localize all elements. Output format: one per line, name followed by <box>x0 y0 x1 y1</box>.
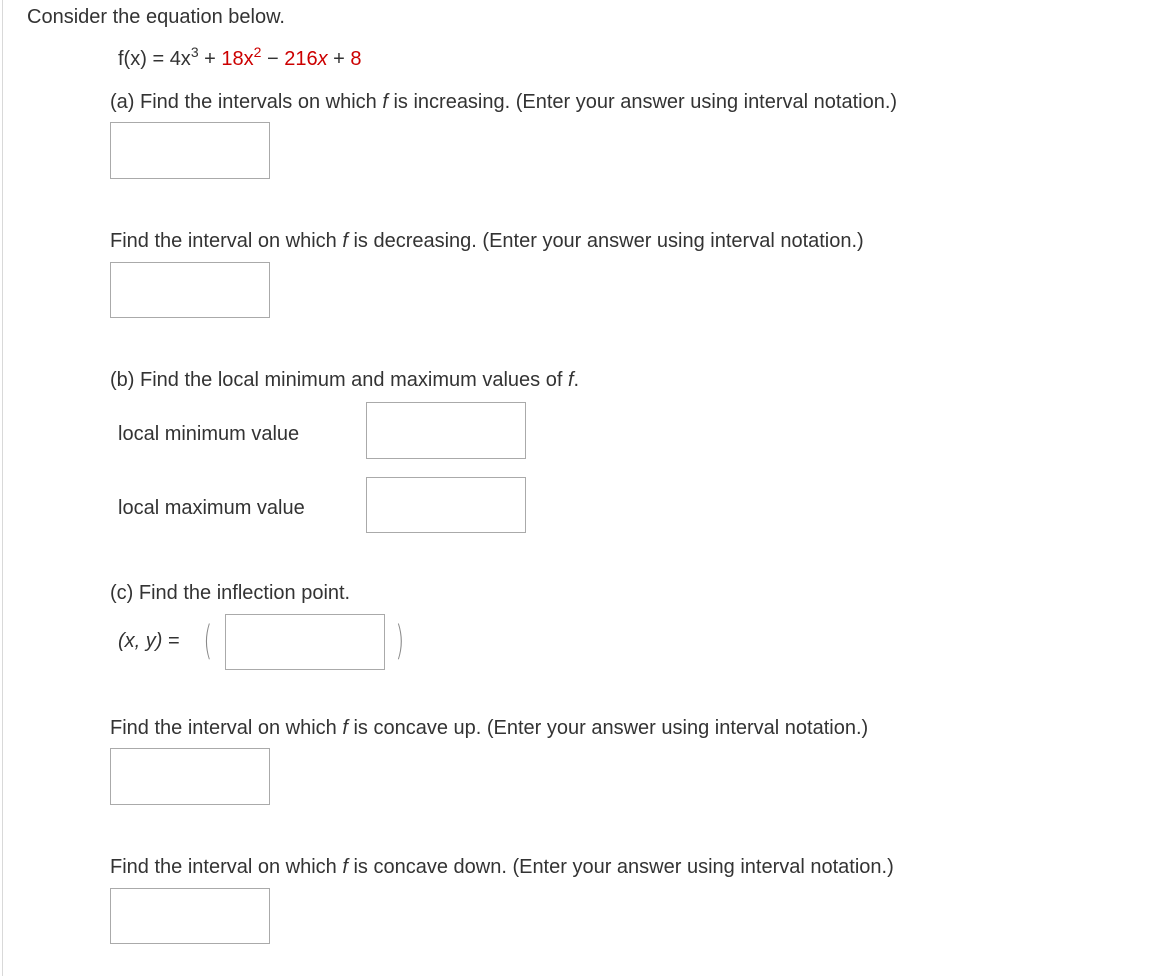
question-local-extrema <box>110 368 579 392</box>
eq-lhs: f(x) <box>118 48 147 70</box>
question-decreasing-f: f <box>342 230 348 252</box>
question-extrema-post: . <box>573 369 580 391</box>
question-decreasing-post: is decreasing. (Enter your answer using interval notation.) <box>347 230 864 252</box>
concave-up-input[interactable] <box>110 748 270 805</box>
question-extrema-f: f <box>567 369 574 391</box>
eq-term3-num: 216 <box>284 48 318 70</box>
xy-label <box>118 629 180 653</box>
question-increasing-pre: (a) Find the intervals on which <box>110 91 383 113</box>
local-min-input[interactable] <box>366 402 526 459</box>
close-paren: ) <box>395 618 405 664</box>
question-decreasing-pre: Find the interval on which <box>110 230 343 252</box>
eq-term1: 4x <box>169 48 191 70</box>
question-increasing-post: is increasing. (Enter your answer using interval notation.) <box>387 91 898 113</box>
local-max-label: local maximum value <box>118 497 305 519</box>
eq-term2: 18x <box>221 48 254 70</box>
question-concave-up-pre: Find the interval on which <box>110 717 343 739</box>
question-concave-down-f: f <box>342 856 348 878</box>
decreasing-input[interactable] <box>110 262 270 318</box>
open-paren: ( <box>203 618 213 664</box>
eq-term4: 8 <box>350 48 362 70</box>
eq-minus: − <box>261 48 285 70</box>
local-max-input[interactable] <box>366 477 526 533</box>
question-increasing <box>110 90 897 114</box>
increasing-input[interactable] <box>110 122 270 179</box>
equation <box>118 44 362 71</box>
concave-down-input[interactable] <box>110 888 270 944</box>
question-concave-up-post: is concave up. (Enter your answer using interval notation.) <box>347 717 869 739</box>
eq-term3-var: x <box>317 48 328 70</box>
eq-plus1: + <box>198 48 222 70</box>
question-inflection: (c) Find the inflection point. <box>110 582 351 604</box>
question-extrema-pre: (b) Find the local minimum and maximum values of <box>110 369 568 391</box>
eq-equals: = <box>146 48 170 70</box>
eq-plus2: + <box>327 48 351 70</box>
question-concave-up-f: f <box>342 717 348 739</box>
intro-text: Consider the equation below. <box>27 6 285 28</box>
question-concave-down-post: is concave down. (Enter your answer using interval notation.) <box>347 856 894 878</box>
eq-term1-exp: 3 <box>190 44 199 60</box>
question-decreasing <box>110 229 864 253</box>
question-concave-down <box>110 855 894 879</box>
question-concave-up <box>110 716 868 740</box>
local-min-label: local minimum value <box>118 423 300 445</box>
question-concave-down-pre: Find the interval on which <box>110 856 343 878</box>
question-increasing-f: f <box>382 91 388 113</box>
inflection-point-input[interactable] <box>225 614 385 670</box>
xy-equals: = <box>162 630 180 652</box>
left-border <box>2 0 3 976</box>
xy-label-text: (x, y) <box>118 630 163 652</box>
eq-term2-exp: 2 <box>253 44 262 60</box>
